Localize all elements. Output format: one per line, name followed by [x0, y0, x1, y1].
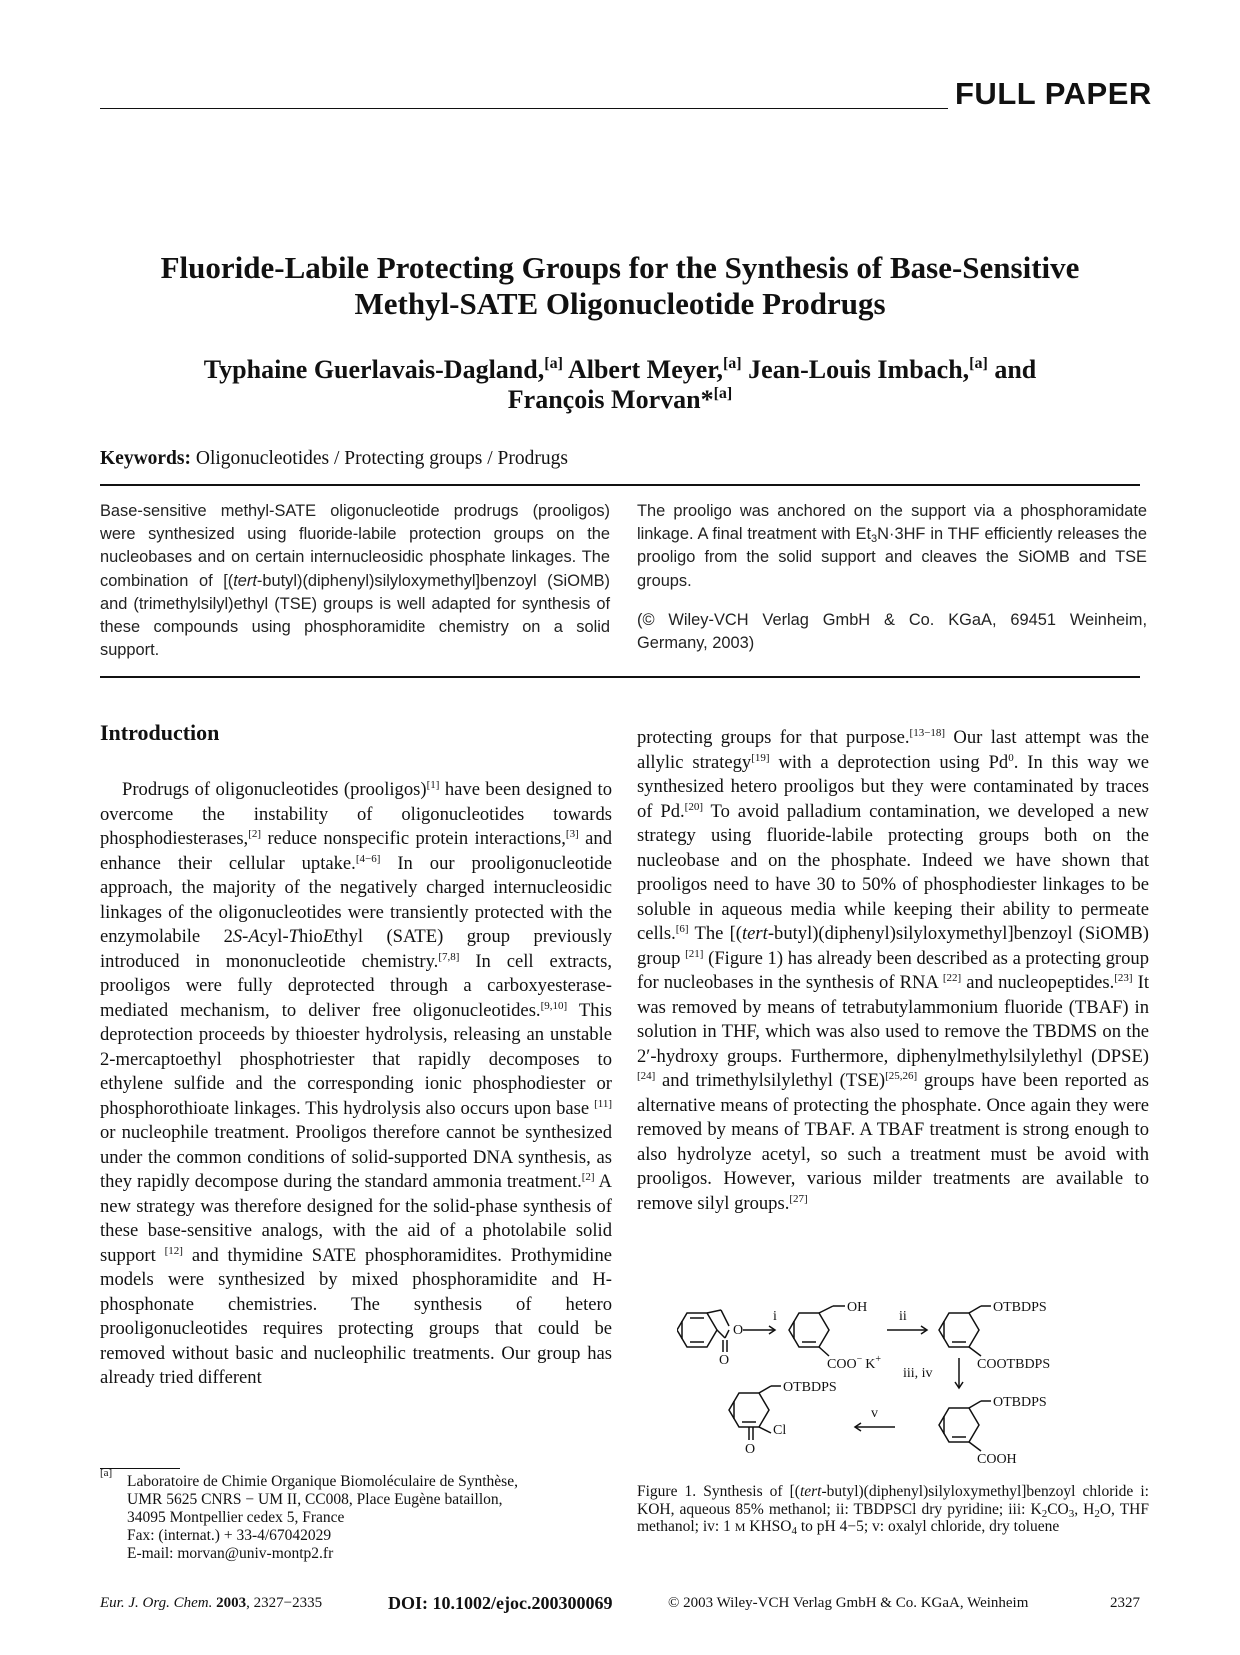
- citation: [22]: [942, 972, 962, 984]
- body-paragraph: Prodrugs of oligonucleotides (prooligos)[1] have been designed to overcome the instability of oligonucleotides towards phosphodiesterases,[2] reduce nonspecific protein interactions,[3] and enhance their cellular uptake.[4−6] In our prooligonucleotide approach, the majority of the negatively charged internucleosidic linkages of the oligonucleotides were transiently protected with the enzymolabile 2S-Acyl-ThioEthyl (SATE) group previously introduced in mononucleotide chemistry.[7,8] In cell extracts, prooligos were fully deprotected through a carboxyesterase-mediated mechanism, to deliver free oligonucleotides.[9,10] This deprotection proceeds by thioester hydrolysis, releasing an unstable 2-mercaptoethyl phosphotriester that rapidly decomposes to ethylene sulfide and the corresponding ionic phosphodiester or phosphorothioate linkages. This hydrolysis also occurs upon base [11] or nucleophile treatment. Prooligos therefore cannot be synthesized under the common conditions of solid-supported DNA synthesis, as they rapidly decompose during the standard ammonia treatment.[2] A new strategy was therefore designed for the solid-phase synthesis of these base-sensitive analogs, with the aid of a photolabile solid support [12] and thymidine SATE phosphoramidites. Prothymidine models were synthesized by mixed phosphoramidite and H-phosphonate chemistries. The synthesis of hetero prooligonucleotides requires protecting groups that could be removed without basic and nucleophilic treatments. Our group has already tried different: [100, 779, 612, 1388]
- header-rule: [100, 108, 948, 109]
- author-name: Jean-Louis Imbach,: [748, 355, 970, 384]
- body-column-left: [100, 778, 612, 1391]
- citation: [21]: [685, 947, 704, 960]
- group-label: OTBDPS: [783, 1380, 837, 1395]
- citation: [23]: [1114, 972, 1133, 984]
- citation: [12]: [164, 1244, 183, 1257]
- citation: [6]: [675, 923, 689, 935]
- reaction-scheme-figure: [677, 1300, 1167, 1480]
- footnote-line: Laboratoire de Chimie Organique Biomoléculaire de Synthèse,: [127, 1473, 518, 1490]
- author-name: François Morvan*: [507, 385, 714, 414]
- journal-citation: Eur. J. Org. Chem. 2003, 2327−2335: [100, 1595, 323, 1611]
- paper-title: [100, 250, 1140, 322]
- group-label: COO− K+: [827, 1354, 881, 1372]
- keywords-value: Oligonucleotides / Protecting groups / Prodrugs: [195, 448, 568, 469]
- group-label: COOTBDPS: [977, 1357, 1051, 1372]
- abstract-paragraph: The prooligo was anchored on the support via a phosphoramidate linkage. A final treatment with $Et_3N\cdot 3HF$ in THF efficiently releases the prooligo from the solid support and cleaves the SiOMB and TSE groups.: [637, 502, 1147, 590]
- atom-label: O: [733, 1323, 744, 1338]
- citation: [27]: [789, 1192, 808, 1205]
- atom-label: Cl: [773, 1423, 787, 1438]
- citation: [9,10]: [540, 999, 568, 1012]
- citation: [25,26]: [885, 1070, 918, 1082]
- citation: [11]: [594, 1097, 612, 1110]
- reagent-label: v: [871, 1406, 878, 1421]
- footnote-email[interactable]: E-mail: morvan@univ-montp2.fr: [127, 1545, 334, 1562]
- citation: [7,8]: [438, 950, 460, 963]
- abstract-top-rule: [100, 484, 1140, 486]
- affiliation-footnote: [a] Laboratoire de Chimie Organique Biomoléculaire de Synthèse, UMR 5625 CNRS − UM II, CC008, Place Eugène bataillon, 34095 Montpellier cedex 5, France Fax: (internat.) + 33-4/67042029 E-mail: morvan@univ-montp2.fr: [100, 1473, 612, 1563]
- affiliation-mark: [a]: [722, 355, 742, 372]
- group-label: OTBDPS: [993, 1300, 1047, 1315]
- group-label: OTBDPS: [993, 1395, 1047, 1410]
- keywords-line: [100, 448, 568, 470]
- abstract-paragraph: Base-sensitive methyl-SATE oligonucleotide prodrugs (prooligos) were synthesized using fluoride-labile protection groups on the nucleobases and on certain internucleosidic phosphate linkages. The combination of [(tert-butyl)(diphenyl)silyloxymethyl]benzoyl (SiOMB) and (trimethylsilyl)ethyl (TSE) groups is well adapted for synthesis of these compounds using phosphoramidite chemistry on a solid support.: [100, 502, 610, 660]
- affiliation-mark: [a]: [969, 355, 988, 372]
- keywords-label: Keywords:: [100, 448, 191, 469]
- citation: [3]: [565, 828, 579, 840]
- citation: [2]: [248, 828, 262, 840]
- citation: [2]: [581, 1171, 595, 1183]
- abstract-copyright: (© Wiley-VCH Verlag GmbH & Co. KGaA, 69451 Weinheim, Germany, 2003): [637, 610, 1147, 653]
- body-paragraph: protecting groups for that purpose.[13−18] Our last attempt was the allylic strategy[19] with a deprotection using Pd$^0$. In this way we synthesized hetero prooligos but they were contaminated by traces of Pd.[20] To avoid palladium contamination, we developed a new strategy using fluoride-labile protecting groups both on the nucleobase and on the phosphate. Indeed we have shown that prooligos need to have 30 to 50% of phosphodiester linkages to be soluble in aqueous media while keeping their ability to permeate cells.[6] The [(tert-butyl)(diphenyl)silyloxymethyl]benzoyl (SiOMB) group [21] (Figure 1) has already been described as a protecting group for nucleobases in the synthesis of RNA [22] and nucleopeptides.[23] It was removed by means of tetrabutylammonium fluoride (TBAF) in solution in THF, which was also used to remove the TBDMS on the 2′-hydroxy groups. Furthermore, diphenylmethylsilylethyl (DPSE) [24] and trimethylsilylethyl (TSE)[25,26] groups have been reported as alternative means of protecting the phosphate. Once again they were removed by means of TBAF. A TBAF treatment is strong enough to also hydrolyze acetyl, so such a treatment must be avoid with prooligos. However, various milder treatments are available to remove silyl groups.[27]: [637, 727, 1150, 1214]
- title-line-2: Methyl-SATE Oligonucleotide Prodrugs: [354, 286, 886, 321]
- group-label: OH: [847, 1300, 868, 1315]
- footnote-rule: [100, 1468, 180, 1469]
- figure-caption: Figure 1. Synthesis of [(tert-butyl)(diphenyl)silyloxymethyl]benzoyl chloride i: KOH, aqueous 85% methanol; ii: TBDPSCl dry pyridine; iii: $K_2CO_3$, $H_2O$, THF methanol; iv: 1 M $KHSO_4$ to pH 4−5; v: oxalyl chloride, dry toluene: [637, 1483, 1149, 1537]
- reagent-label: ii: [899, 1309, 907, 1324]
- abstract-bottom-rule: [100, 676, 1140, 678]
- title-line-1: Fluoride-Labile Protecting Groups for the Synthesis of Base-Sensitive: [160, 250, 1080, 285]
- author-conjunction: and: [994, 355, 1037, 384]
- abstract-right: [637, 500, 1147, 671]
- citation: [19]: [751, 751, 770, 764]
- reagent-label: iii, iv: [903, 1366, 933, 1381]
- citation: [1]: [426, 779, 440, 791]
- author-line-2: [100, 385, 1140, 415]
- citation: [4−6]: [355, 852, 381, 865]
- atom-label: O: [745, 1442, 756, 1457]
- author-name: Typhaine Guerlavais-Dagland,: [203, 355, 545, 384]
- reagent-label: i: [773, 1309, 777, 1324]
- section-heading-introduction: Introduction: [100, 720, 220, 745]
- footer-copyright: © 2003 Wiley-VCH Verlag GmbH & Co. KGaA, Weinheim: [668, 1595, 1029, 1611]
- citation: [24]: [637, 1070, 656, 1082]
- author-line-1: [100, 355, 1140, 385]
- abstract-left: [100, 500, 610, 678]
- affiliation-mark: [a]: [713, 385, 733, 402]
- body-column-right: [637, 726, 1149, 1216]
- section-label: FULL PAPER: [955, 76, 1152, 111]
- footnote-line: UMR 5625 CNRS − UM II, CC008, Place Eugène bataillon,: [127, 1491, 503, 1508]
- affiliation-mark: [a]: [544, 355, 563, 372]
- citation: [13−18]: [909, 727, 946, 739]
- footnote-line: Fax: (internat.) + 33-4/67042029: [127, 1527, 332, 1544]
- page-footer: [100, 1595, 1140, 1619]
- footnote-line: 34095 Montpellier cedex 5, France: [127, 1509, 345, 1526]
- page-number: 2327: [1110, 1595, 1140, 1611]
- doi-link[interactable]: DOI: 10.1002/ejoc.200300069: [388, 1593, 613, 1613]
- group-label: COOH: [977, 1452, 1017, 1467]
- citation: [20]: [684, 800, 703, 813]
- atom-label: O: [719, 1353, 730, 1368]
- author-list: [100, 355, 1140, 415]
- author-name: Albert Meyer,: [567, 355, 723, 384]
